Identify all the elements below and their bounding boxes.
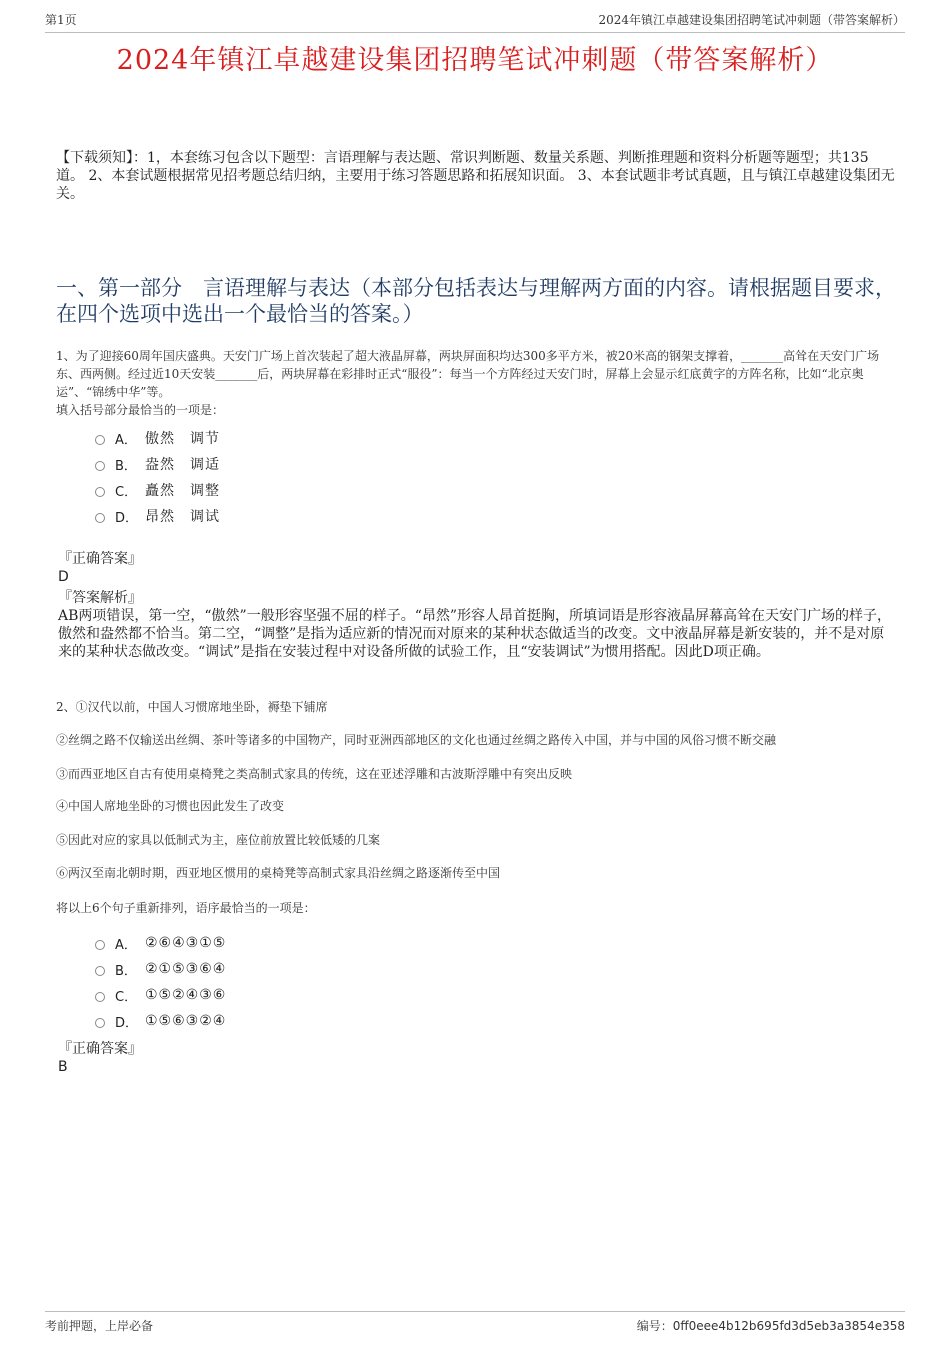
- question-1-text: 1、为了迎接60周年国庆盛典。天安门广场上首次装起了超大液晶屏幕，两块屏面积均达300多平方米，被20米高的钢架支撑着，_______高耸在天安门广场东、西两侧。经过近10天安装_______后，两块屏幕在彩排时正式“服役”：每当一个方阵经过天安门时，屏幕上会显示红底黄字的方阵名称，比如“北京奥运”、“锦绣中华”等。: [56, 349, 880, 399]
- question-2-options: [95, 930, 495, 1034]
- radio-icon[interactable]: [95, 487, 105, 497]
- radio-icon[interactable]: [95, 966, 105, 976]
- page-number: 第1页: [45, 13, 77, 27]
- option-letter: D．: [115, 1015, 139, 1031]
- footer-slogan: 考前押题，上岸必备: [45, 1319, 154, 1333]
- radio-icon[interactable]: [95, 513, 105, 523]
- question-2-answer-label: 『正确答案』: [58, 1041, 142, 1057]
- option-text: 盎然 调适: [145, 457, 220, 473]
- radio-icon[interactable]: [95, 1018, 105, 1028]
- question-2-sentence-6: ⑥两汉至南北朝时期，西亚地区惯用的桌椅凳等高制式家具沿丝绸之路逐渐传至中国: [56, 866, 501, 880]
- option-d[interactable]: [95, 1008, 495, 1034]
- option-letter: A．: [115, 432, 137, 448]
- radio-icon[interactable]: [95, 435, 105, 445]
- question-1-analysis-label: 『答案解析』: [58, 590, 142, 606]
- question-1-answer: D: [58, 569, 69, 585]
- option-b[interactable]: [95, 956, 495, 982]
- document-title: 2024年镇江卓越建设集团招聘笔试冲刺题（带答案解析）: [116, 45, 834, 76]
- page-header: [45, 12, 905, 33]
- footer-code-label: 编号：: [636, 1319, 673, 1333]
- question-2-prompt: 将以上6个句子重新排列，语序最恰当的一项是：: [56, 901, 316, 915]
- option-a[interactable]: [95, 425, 495, 451]
- option-b[interactable]: [95, 451, 495, 477]
- download-notice: 【下载须知】：1，本套练习包含以下题型：言语理解与表达题、常识判断题、数量关系题、判断推理题和资料分析题等题型；共135道。 2、本套试题根据常见招考题总结归纳，主要用于练习答题思路和拓展知识面。 3、本套试题非考试真题，且与镇江卓越建设集团无关。: [56, 150, 895, 202]
- option-text: ②①⑤③⑥④: [145, 961, 227, 977]
- question-2-sentence-5: ⑤因此对应的家具以低制式为主，座位前放置比较低矮的几案: [56, 833, 381, 847]
- option-text: 傲然 调节: [145, 431, 220, 447]
- radio-icon[interactable]: [95, 940, 105, 950]
- question-1-analysis: AB两项错误，第一空，“傲然”一般形容坚强不屈的样子。“昂然”形容人昂首挺胸，所填词语是形容液晶屏幕高耸在天安门广场的样子，傲然和盎然都不恰当。第二空，“调整”是指为适应新的情况而对原来的某种状态做适当的改变。文中液晶屏幕是新安装的，并不是对原来的某种状态做改变。“调试”是指在安装过程中对设备所做的试验工作，且“安装调试”为惯用搭配。因此D项正确。: [58, 608, 892, 660]
- question-2-answer: B: [58, 1059, 68, 1075]
- section-heading: 一、第一部分 言语理解与表达（本部分包括表达与理解两方面的内容。请根据题目要求，在四个选项中选出一个最恰当的答案。）: [56, 276, 896, 326]
- option-a[interactable]: [95, 930, 495, 956]
- footer-code-wrap: [637, 1317, 905, 1334]
- option-letter: D．: [115, 510, 139, 526]
- option-c[interactable]: [95, 477, 495, 503]
- option-text: ①⑤②④③⑥: [145, 987, 227, 1003]
- option-text: ①⑤⑥③②④: [145, 1013, 227, 1029]
- option-c[interactable]: [95, 982, 495, 1008]
- question-1-answer-label: 『正确答案』: [58, 551, 142, 567]
- page-footer: [45, 1311, 905, 1334]
- option-letter: B．: [115, 963, 137, 979]
- question-2-sentence-1: 2、①汉代以前，中国人习惯席地坐卧，褥垫下铺席: [56, 700, 328, 714]
- option-d[interactable]: [95, 503, 495, 529]
- question-1-options: [95, 425, 495, 529]
- option-letter: B．: [115, 458, 137, 474]
- option-letter: C．: [115, 484, 138, 500]
- question-2-sentence-4: ④中国人席地坐卧的习惯也因此发生了改变: [56, 799, 285, 813]
- footer-code: 0ff0eee4b12b695fd3d5eb3a3854e358: [672, 1319, 905, 1333]
- question-2-sentence-3: ③而西亚地区自古有使用桌椅凳之类高制式家具的传统，这在亚述浮雕和古波斯浮雕中有突出反映: [56, 767, 573, 781]
- option-text: 矗然 调整: [145, 483, 220, 499]
- option-text: 昂然 调试: [145, 509, 220, 525]
- header-doc-title: 2024年镇江卓越建设集团招聘笔试冲刺题（带答案解析）: [598, 13, 905, 27]
- option-letter: A．: [115, 937, 137, 953]
- radio-icon[interactable]: [95, 992, 105, 1002]
- question-1-prompt: 填入括号部分最恰当的一项是：: [56, 403, 225, 417]
- question-2-sentence-2: ②丝绸之路不仅输送出丝绸、茶叶等诸多的中国物产，同时亚洲西部地区的文化也通过丝绸之路传入中国，并与中国的风俗习惯不断交融: [56, 733, 777, 747]
- option-text: ②⑥④③①⑤: [145, 935, 227, 951]
- radio-icon[interactable]: [95, 461, 105, 471]
- option-letter: C．: [115, 989, 138, 1005]
